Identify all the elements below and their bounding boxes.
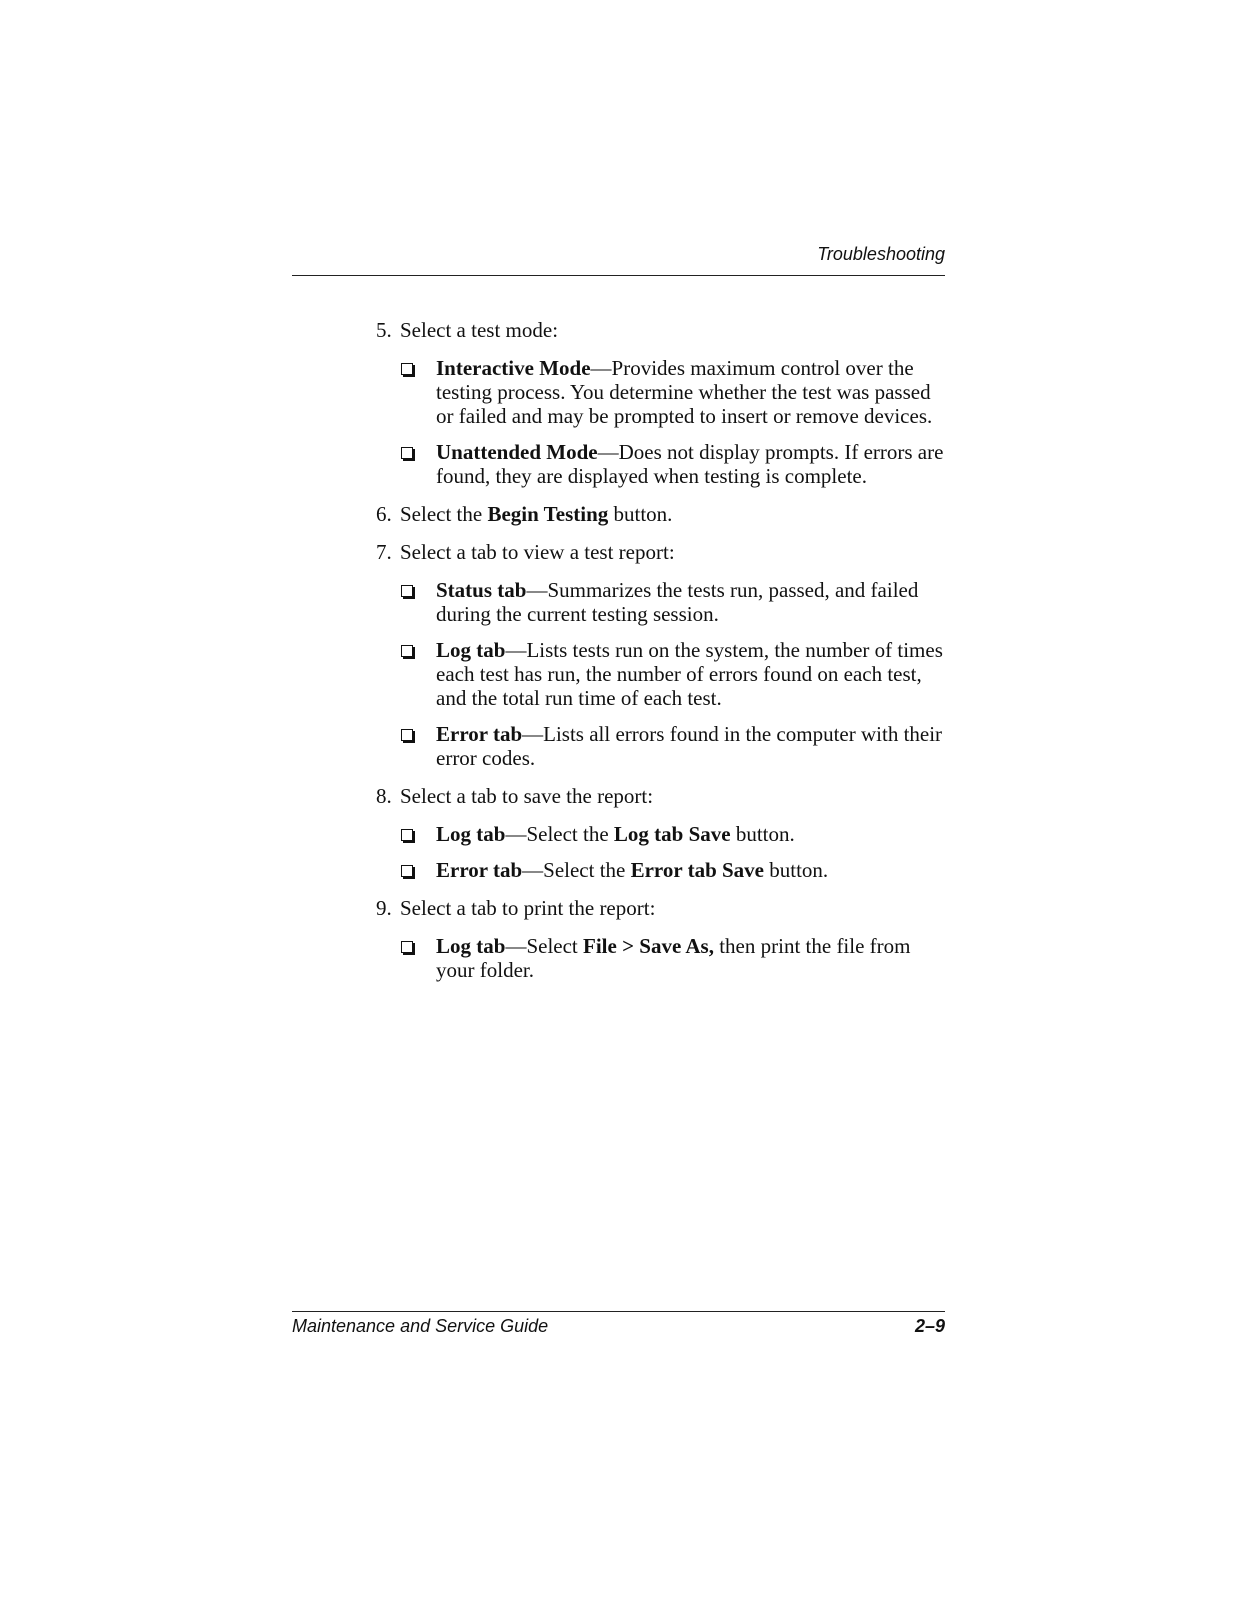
step-number: 7. (376, 540, 392, 564)
procedure-steps (376, 318, 948, 996)
step-7 (376, 540, 948, 564)
step-text: Select a tab to view a test report: (400, 540, 675, 564)
step-text-post: button. (608, 502, 673, 526)
option-interactive-mode (400, 356, 948, 428)
footer-page-number: 2–9 (914, 1316, 945, 1336)
checkbox-bullet-icon (401, 829, 413, 841)
step-text-pre: Select the (400, 502, 488, 526)
option-term: Error tab (436, 722, 523, 746)
step-9-options (400, 934, 948, 982)
header-rule (292, 275, 945, 276)
checkbox-bullet-icon (401, 363, 413, 375)
checkbox-bullet-icon (401, 865, 413, 877)
checkbox-bullet-icon (401, 729, 413, 741)
option-error-tab (400, 722, 948, 770)
option-button-term: Log tab Save (613, 822, 731, 846)
option-term: Error tab (436, 858, 523, 882)
step-text: Select a tab to save the report: (400, 784, 654, 808)
step-number: 8. (376, 784, 392, 808)
footer-rule (292, 1311, 945, 1312)
step-8 (376, 784, 948, 808)
checkbox-bullet-icon (401, 941, 413, 953)
step-text: Select a test mode: (400, 318, 559, 342)
option-log-tab-save (400, 822, 948, 846)
step-7-options (400, 578, 948, 770)
footer-guide-title: Maintenance and Service Guide (292, 1316, 549, 1336)
checkbox-bullet-icon (401, 585, 413, 597)
option-log-tab-print (400, 934, 948, 982)
option-description: —Provides maximum control over the testing process. You determine whether the test was passed or failed and may be prompted to insert or remove devices. (436, 356, 933, 428)
option-term: Log tab (436, 934, 506, 958)
option-button-term: Error tab Save (630, 858, 764, 882)
step-5 (376, 318, 948, 342)
running-header-title: Troubleshooting (817, 244, 945, 264)
begin-testing-term: Begin Testing (487, 502, 609, 526)
option-description: —Summarizes the tests run, passed, and failed during the current testing session. (436, 578, 919, 626)
step-5-options (400, 356, 948, 488)
option-term: Interactive Mode (436, 356, 591, 380)
option-description-end: button. (764, 858, 829, 882)
option-description: —Does not display prompts. If errors are found, they are displayed when testing is complete. (436, 440, 944, 488)
step-number: 9. (376, 896, 392, 920)
option-description: —Select the (522, 858, 631, 882)
option-term: Status tab (436, 578, 527, 602)
step-number: 6. (376, 502, 392, 526)
checkbox-bullet-icon (401, 447, 413, 459)
option-menu-path: File > Save As, (583, 934, 714, 958)
step-number: 5. (376, 318, 392, 342)
option-description-end: then print the file from your folder. (436, 934, 911, 982)
option-term: Unattended Mode (436, 440, 598, 464)
option-description: —Select the (505, 822, 614, 846)
step-9 (376, 896, 948, 920)
option-unattended-mode (400, 440, 948, 488)
option-status-tab (400, 578, 948, 626)
step-8-options (400, 822, 948, 882)
option-log-tab (400, 638, 948, 710)
option-term: Log tab (436, 822, 506, 846)
option-description-end: button. (730, 822, 795, 846)
checkbox-bullet-icon (401, 645, 413, 657)
option-description: —Select (505, 934, 583, 958)
option-description: —Lists tests run on the system, the number of times each test has run, the number of errors found on each test, and the total run time of each test. (436, 638, 943, 710)
option-term: Log tab (436, 638, 506, 662)
option-description: —Lists all errors found in the computer with their error codes. (436, 722, 943, 770)
step-text: Select a tab to print the report: (400, 896, 656, 920)
step-6 (376, 502, 948, 526)
option-error-tab-save (400, 858, 948, 882)
